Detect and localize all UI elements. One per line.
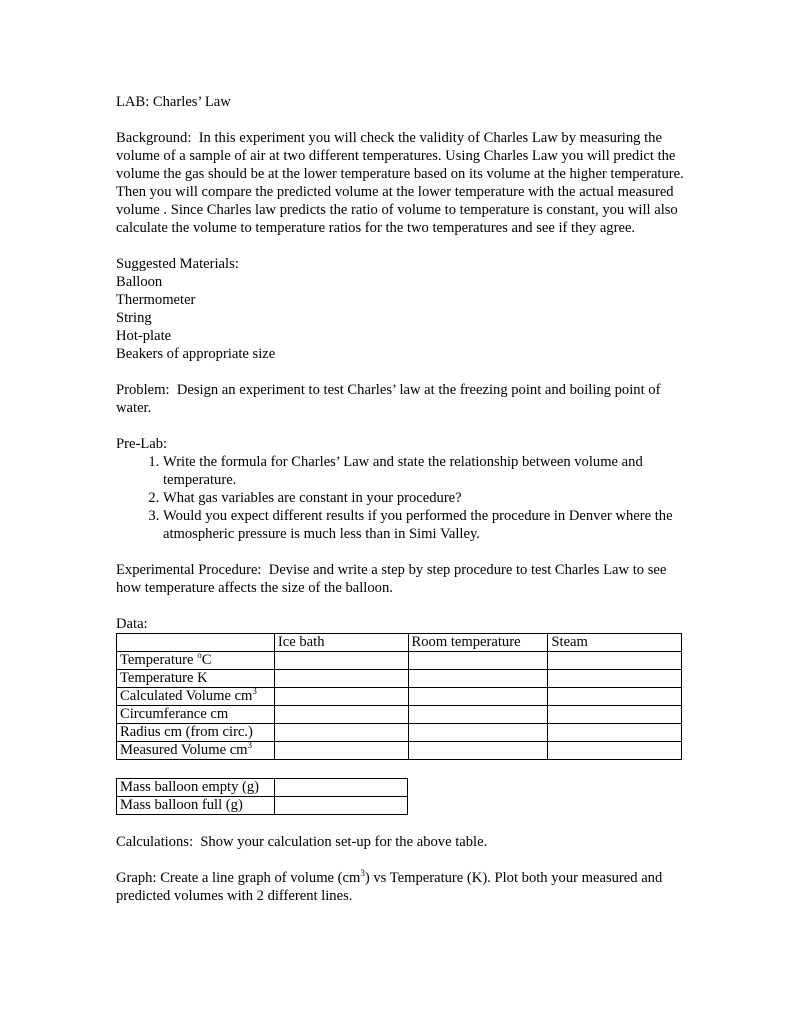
calculations-label: Calculations:: [116, 834, 194, 850]
graph-label: Graph:: [116, 870, 157, 886]
lab-document: [116, 93, 686, 905]
table-cell: [548, 724, 682, 742]
table-row: [117, 706, 682, 724]
table-cell: [408, 724, 548, 742]
table-cell: [408, 706, 548, 724]
calculations-text: Show your calculation set-up for the above table.: [200, 834, 488, 850]
table-cell: [274, 742, 408, 760]
table-row: [117, 742, 682, 760]
row-label: Radius cm (from circ.): [117, 724, 275, 742]
prelab-question: 2. What gas variables are constant in your procedure?: [163, 489, 686, 507]
table-cell: [408, 670, 548, 688]
table-cell: [548, 652, 682, 670]
material-item: Beakers of appropriate size: [116, 346, 276, 362]
problem-paragraph: [116, 381, 686, 417]
table-row: [117, 779, 408, 797]
data-heading: Data:: [116, 616, 148, 632]
row-label: Mass balloon full (g): [117, 797, 275, 815]
data-table: [116, 633, 682, 760]
graph-text: Create a line graph of volume $(cm^3)$ vs Temperature (K). Plot both your measured and predicted volumes with 2 different lines.: [116, 868, 663, 904]
table-cell: [274, 688, 408, 706]
row-label: Mass balloon empty (g): [117, 779, 275, 797]
table-cell: [274, 724, 408, 742]
procedure-text: Devise and write a step by step procedure to test Charles Law to see how temperature affects the size of the balloon.: [116, 562, 667, 596]
table-cell: [548, 670, 682, 688]
table-row: [117, 797, 408, 815]
table-row: [117, 670, 682, 688]
table-header-cell: Ice bath: [274, 634, 408, 652]
table-cell: [408, 652, 548, 670]
materials-list: [116, 273, 686, 363]
calculations-paragraph: [116, 833, 686, 851]
table-cell: [274, 652, 408, 670]
table-row: [117, 724, 682, 742]
mass-table: [116, 778, 408, 815]
table-cell: [274, 670, 408, 688]
procedure-paragraph: [116, 561, 686, 597]
material-item: Balloon: [116, 274, 163, 290]
table-header-cell: Room temperature: [408, 634, 548, 652]
prelab-heading: Pre-Lab:: [116, 436, 168, 452]
table-row: [117, 652, 682, 670]
table-cell: [548, 688, 682, 706]
procedure-label: Experimental Procedure:: [116, 562, 262, 578]
row-label: Circumferance cm: [117, 706, 275, 724]
background-paragraph: [116, 129, 686, 237]
row-label: Temperature $^o$C: [117, 652, 275, 670]
row-label: Calculated Volume $cm^3$: [117, 688, 275, 706]
material-item: Hot-plate: [116, 328, 172, 344]
row-label: Temperature K: [117, 670, 275, 688]
materials-heading: Suggested Materials:: [116, 256, 239, 272]
prelab-list: [116, 453, 686, 543]
material-item: Thermometer: [116, 292, 196, 308]
problem-text: Design an experiment to test Charles’ law at the freezing point and boiling point of water.: [116, 382, 661, 416]
graph-paragraph: [116, 869, 686, 905]
table-cell: [548, 706, 682, 724]
table-header-cell: [117, 634, 275, 652]
table-header-cell: Steam: [548, 634, 682, 652]
table-cell: [274, 779, 407, 797]
row-label: Measured Volume $cm^3$: [117, 742, 275, 760]
material-item: String: [116, 310, 152, 326]
background-text: In this experiment you will check the validity of Charles Law by measuring the volume of a sample of air at two different temperatures. Using Charles Law you will predict the volume the gas should be at the lower temperature based on its volume at the higher temperature. Then you will compare the predicted volume at the lower temperature with the actual measured volume . Since Charles law predicts the ratio of volume to temperature is constant, you will also calculate the volume to temperature ratios for the two temperatures and see if they agree.: [116, 130, 684, 236]
background-label: Background:: [116, 130, 192, 146]
table-cell: [548, 742, 682, 760]
problem-label: Problem:: [116, 382, 170, 398]
table-cell: [408, 688, 548, 706]
prelab-question: 1. Write the formula for Charles’ Law and state the relationship between volume and temperature.: [163, 453, 686, 489]
prelab-question: 3. Would you expect different results if you performed the procedure in Denver where the atmospheric pressure is much less than in Simi Valley.: [163, 507, 686, 543]
page-title: LAB: Charles’ Law: [116, 94, 231, 110]
table-cell: [274, 706, 408, 724]
table-cell: [408, 742, 548, 760]
table-header-row: [117, 634, 682, 652]
table-cell: [274, 797, 407, 815]
table-row: [117, 688, 682, 706]
